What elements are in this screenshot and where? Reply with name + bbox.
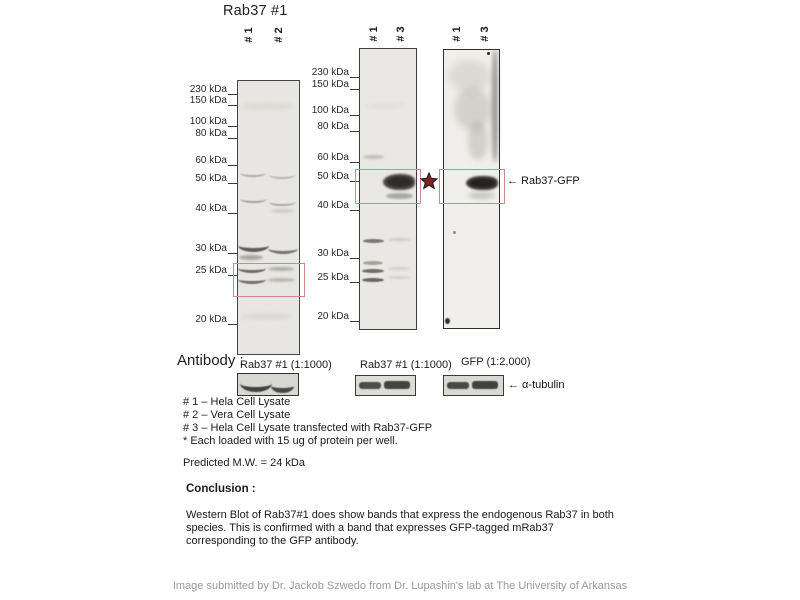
highlight-box-left: [233, 263, 305, 297]
band: [362, 278, 384, 282]
tick-line: [350, 70, 359, 78]
tick-line: [350, 251, 359, 259]
band: [388, 238, 411, 241]
legend-loading-note: * Each loaded with 15 ug of protein per well.: [183, 435, 398, 447]
blot3-antibody-label: GFP (1:2,000): [461, 356, 531, 368]
band: [240, 195, 267, 203]
tick-line: [350, 314, 359, 322]
tick-line: [350, 108, 359, 116]
mw-label-25: [195, 265, 237, 276]
tick-line: [350, 155, 359, 163]
band: [362, 269, 384, 273]
tick-line: [350, 124, 359, 132]
tubulin-blot-1: [237, 373, 299, 396]
mw-text: 25 kDa: [195, 265, 227, 276]
legend-lane1: # 1 – Hela Cell Lysate: [183, 396, 291, 408]
tick-line: [228, 119, 237, 127]
blot1-antibody-label: Rab37 #1 (1:1000): [240, 359, 332, 371]
band: [238, 239, 269, 252]
tick-line: [228, 158, 237, 166]
mw-text: 30 kDa: [195, 243, 227, 254]
mw-label-20: [317, 311, 359, 322]
mw-label-40: [195, 203, 237, 214]
blot2-antibody-label: Rab37 #1 (1:1000): [360, 359, 452, 371]
mw-label-230: [190, 84, 237, 95]
lane-label: [470, 19, 500, 49]
tick-line: [228, 176, 237, 184]
lane-text: # 3: [395, 26, 407, 42]
lane-text: # 1: [368, 26, 380, 42]
band: [388, 267, 410, 270]
band: [240, 375, 272, 392]
band: [363, 261, 383, 265]
band: [271, 379, 294, 393]
mw-label-100: [312, 105, 359, 116]
band: [269, 171, 295, 179]
mw-label-100: [190, 116, 237, 127]
alpha-tubulin-annotation: ← α-tubulin: [508, 379, 565, 391]
conclusion-heading: Conclusion :: [186, 483, 256, 495]
band: [241, 103, 294, 109]
mw-label-230: [312, 67, 359, 78]
mw-label-80: [317, 121, 359, 132]
tick-line: [228, 87, 237, 95]
mw-text: 50 kDa: [195, 173, 227, 184]
band: [363, 155, 384, 159]
mw-text: 20 kDa: [195, 314, 227, 325]
rab37-gfp-annotation: ← Rab37-GFP: [507, 175, 580, 187]
legend-lane2: # 2 – Vera Cell Lysate: [183, 409, 291, 421]
speck: [453, 231, 456, 234]
tick-line: [228, 98, 237, 106]
band: [384, 381, 410, 389]
mw-label-60: [195, 155, 237, 166]
lane-text: # 1: [243, 27, 255, 43]
gel-panel-left: [237, 80, 300, 355]
mw-text: 50 kDa: [317, 171, 349, 182]
band: [366, 103, 406, 108]
mw-text: 40 kDa: [317, 200, 349, 211]
lane-text: # 2: [273, 27, 285, 43]
tick-line: [350, 82, 359, 90]
tick-line: [228, 317, 237, 325]
mw-text: 60 kDa: [195, 155, 227, 166]
band: [472, 381, 498, 389]
mw-text: 40 kDa: [195, 203, 227, 214]
mw-label-150: [312, 79, 359, 90]
tubulin-blot-2: [355, 375, 416, 396]
mw-text: 80 kDa: [317, 121, 349, 132]
mw-text: 60 kDa: [317, 152, 349, 163]
tubulin-blot-3: [443, 375, 504, 396]
mw-text: 100 kDa: [311, 105, 349, 116]
conclusion-text-line: species. This is confirmed with a band that expresses GFP-tagged mRab37: [186, 522, 554, 534]
mw-label-20: [195, 314, 237, 325]
lane-text: # 3: [479, 26, 491, 42]
mw-label-30: [195, 243, 237, 254]
speck: [445, 318, 450, 324]
mw-text: 30 kDa: [317, 248, 349, 259]
tick-line: [350, 203, 359, 211]
lane-label: [359, 19, 389, 49]
band: [271, 209, 294, 213]
conclusion-text-line: corresponding to the GFP antibody.: [186, 535, 359, 547]
band: [268, 243, 298, 254]
lane-label: [442, 19, 472, 49]
band: [363, 239, 384, 243]
band: [359, 382, 381, 389]
band: [240, 169, 266, 177]
mw-text: 100 kDa: [189, 116, 227, 127]
antibody-row-label: Antibody :: [177, 352, 244, 369]
band: [269, 198, 296, 206]
band: [388, 276, 410, 279]
lane-label: [386, 19, 416, 49]
mw-label-25: [317, 272, 359, 283]
tick-line: [228, 206, 237, 214]
lane-label: [264, 20, 294, 50]
mw-label-30: [317, 248, 359, 259]
predicted-mw: Predicted M.W. = 24 kDa: [183, 457, 305, 469]
mw-label-150: [190, 95, 237, 106]
band: [241, 314, 292, 319]
mw-text: 80 kDa: [195, 128, 227, 139]
mw-label-80: [195, 128, 237, 139]
legend-lane3: # 3 – Hela Cell Lysate transfected with Rab37-GFP: [183, 422, 433, 434]
band: [447, 382, 469, 389]
highlight-box-middle: [355, 169, 421, 204]
mw-text: 150 kDa: [311, 79, 349, 90]
mw-text: 230 kDa: [311, 67, 349, 78]
star-icon: [420, 172, 438, 190]
tick-line: [228, 246, 237, 254]
smudge: [468, 122, 488, 160]
mw-text: 230 kDa: [189, 84, 227, 95]
edge-streak: [492, 50, 498, 162]
figure-title: Rab37 #1: [223, 3, 288, 19]
mw-label-50: [195, 173, 237, 184]
band: [239, 255, 263, 260]
mw-text: 20 kDa: [317, 311, 349, 322]
lane-text: # 1: [451, 26, 463, 42]
mw-text: 150 kDa: [189, 95, 227, 106]
mw-label-40: [317, 200, 359, 211]
tick-line: [228, 131, 237, 139]
highlight-box-right: [439, 169, 505, 204]
mw-text: 25 kDa: [317, 272, 349, 283]
conclusion-text-line: Western Blot of Rab37#1 does show bands that express the endogenous Rab37 in both: [186, 509, 614, 521]
tick-line: [350, 275, 359, 283]
speck: [487, 52, 490, 55]
mw-label-60: [317, 152, 359, 163]
smudge: [448, 60, 490, 92]
image-credit: Image submitted by Dr. Jackob Szwedo from Dr. Lupashin's lab at The University of Arkansas: [172, 580, 628, 592]
mw-label-50: [317, 171, 359, 182]
lane-label: [234, 20, 264, 50]
